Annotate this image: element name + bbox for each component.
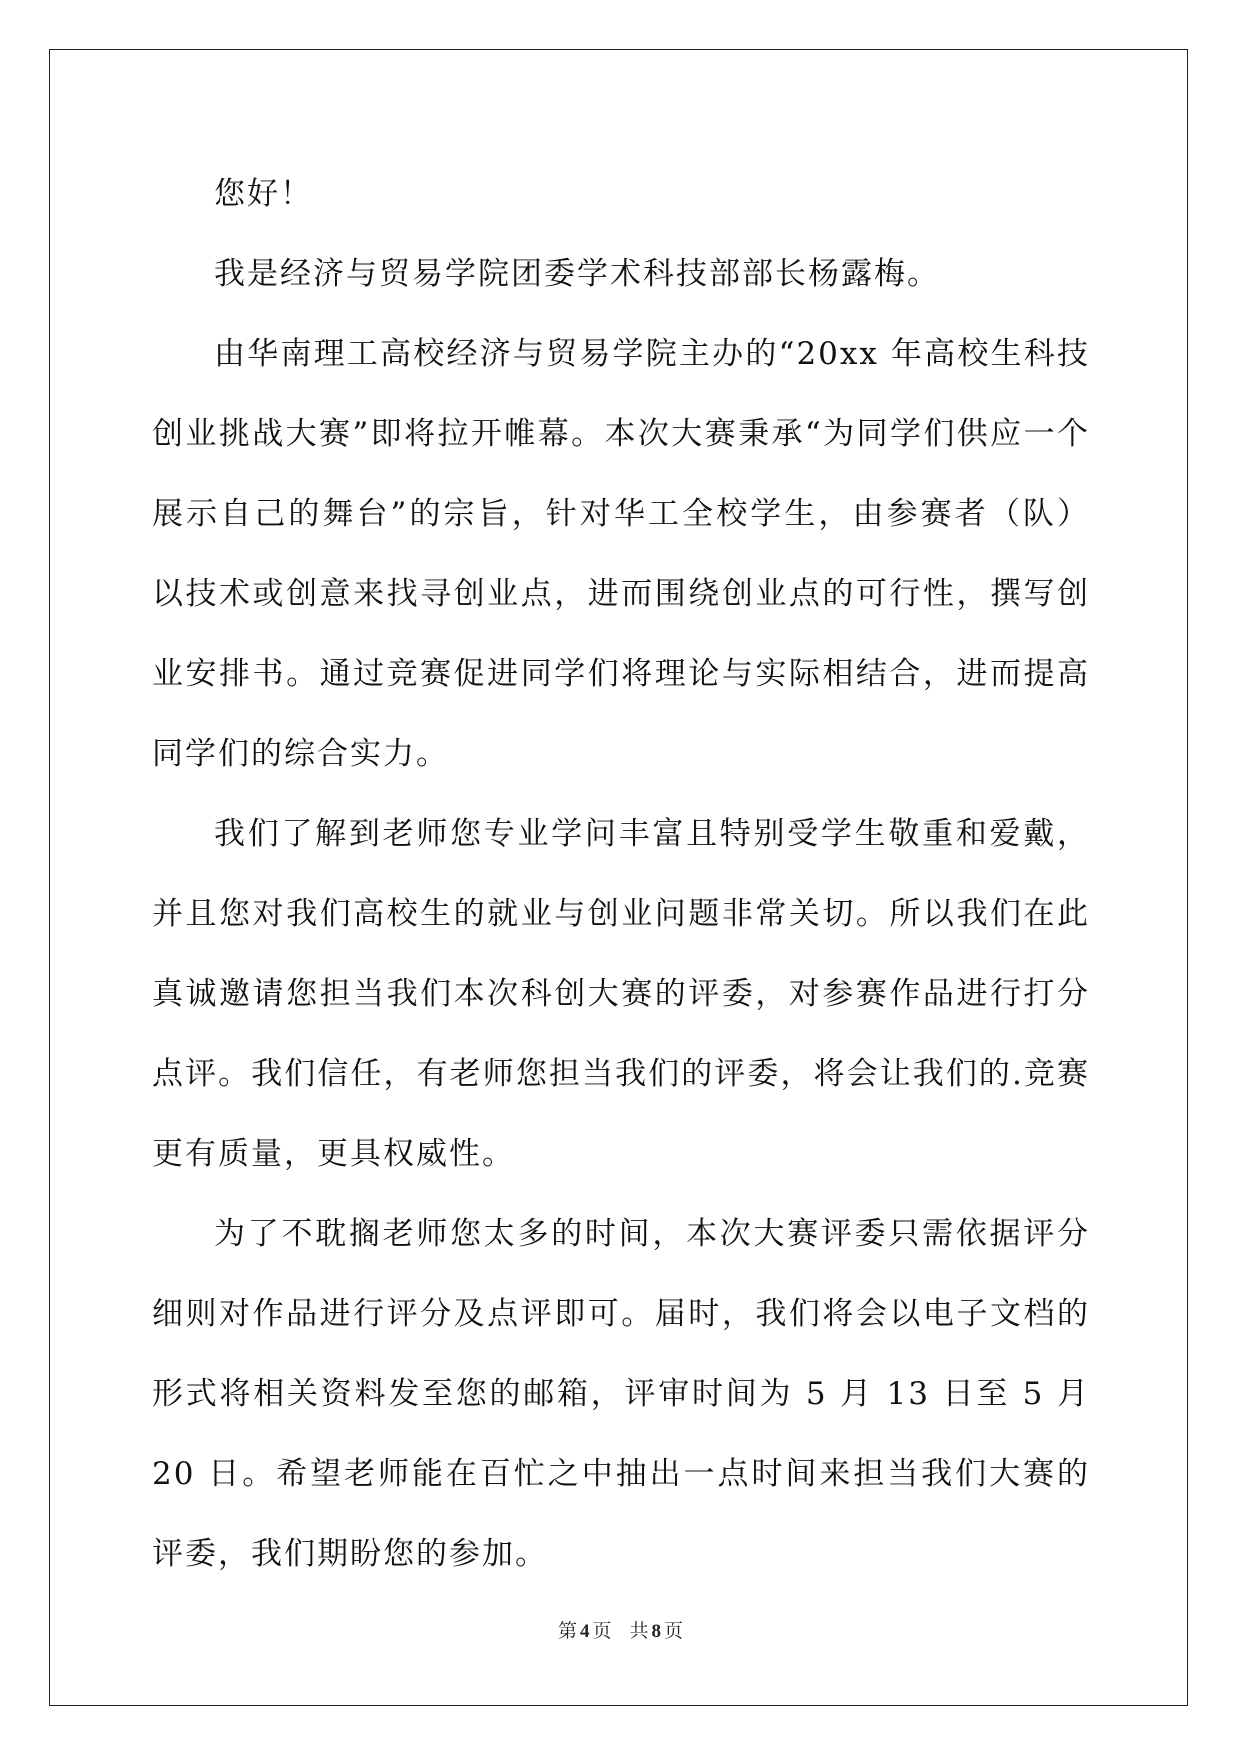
page-footer (0, 1616, 1241, 1643)
current-page-number: 4 (579, 1621, 590, 1642)
greeting-paragraph: 您好！ (214, 176, 313, 212)
introduction-paragraph: 我是经济与贸易学院团委学术科技部部长杨露梅。 (214, 256, 940, 292)
total-page-count: 8 (651, 1621, 662, 1642)
schedule-paragraph: 为了不耽搁老师您太多的时间，本次大赛评委只需依据评分细则对作品进行评分及点评即可。届时，我们将会以电子文档的形式将相关资料发至您的邮箱，评审时间为 5 月 13 日至 5 月 20 日。希望老师能在百忙之中抽出一点时间来担当我们大赛的评委，我们期盼您的参加。 (152, 1216, 1090, 1572)
total-suffix: 页 (664, 1621, 684, 1642)
competition-description-paragraph: 由华南理工高校经济与贸易学院主办的“20xx 年高校生科技创业挑战大赛”即将拉开帷幕。本次大赛秉承“为同学们供应一个展示自己的舞台”的宗旨，针对华工全校学生，由参赛者（队）以技术或创意来找寻创业点，进而围绕创业点的可行性，撰写创业安排书。通过竞赛促进同学们将理论与实际相结合，进而提高同学们的综合实力。 (152, 336, 1090, 772)
page-prefix: 第 (557, 1621, 577, 1642)
total-prefix: 共 (629, 1621, 649, 1642)
page-suffix: 页 (592, 1621, 612, 1642)
invitation-paragraph: 我们了解到老师您专业学问丰富且特别受学生敬重和爱戴，并且您对我们高校生的就业与创业问题非常关切。所以我们在此真诚邀请您担当我们本次科创大赛的评委，对参赛作品进行打分点评。我们信任，有老师您担当我们的评委，将会让我们的.竞赛更有质量，更具权威性。 (152, 816, 1090, 1172)
document-body (152, 154, 1090, 1594)
